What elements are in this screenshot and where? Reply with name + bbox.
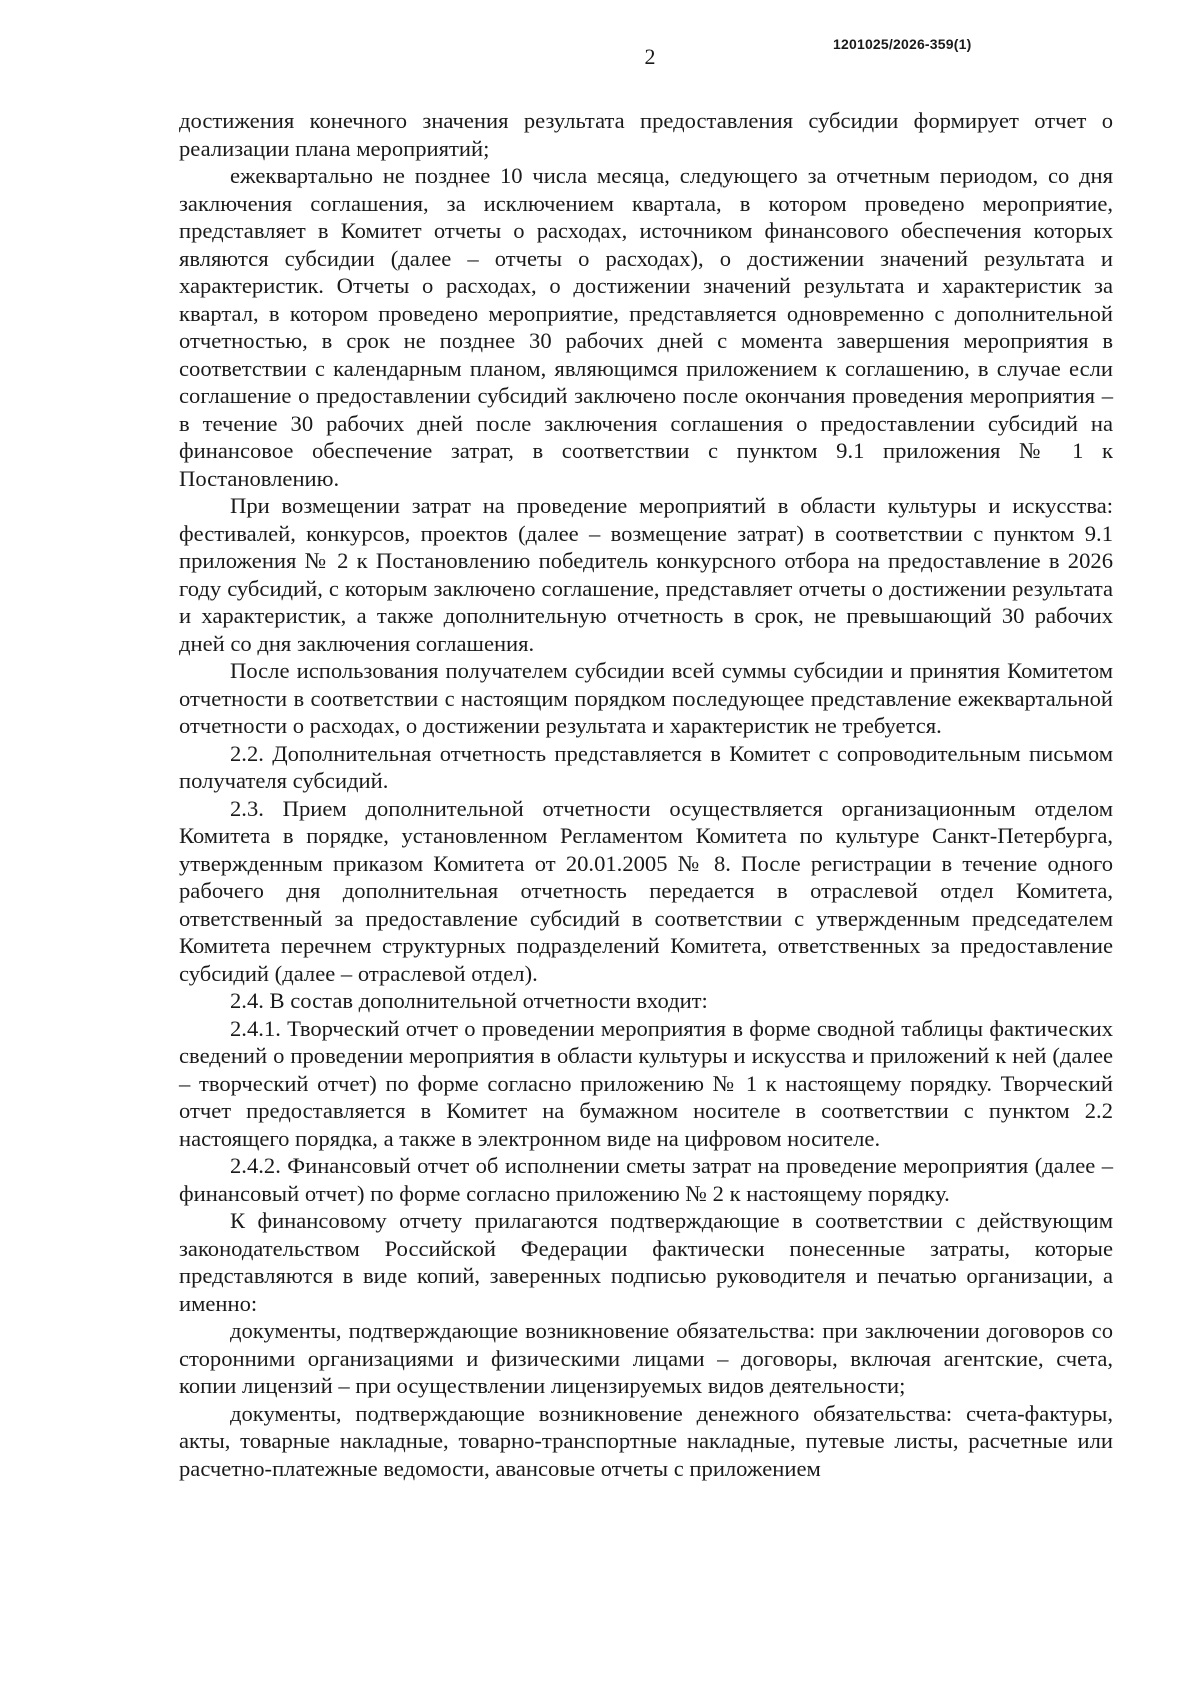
paragraph-continuation: достижения конечного значения результата предоставления субсидии формирует отчет о реализации плана мероприятий; [179, 108, 1113, 161]
paragraph-monetary-obligation-documents: документы, подтверждающие возникновение денежного обязательства: счета-фактуры, акты, товарные накладные, товарно-транспортные накладные, путевые листы, расчетные или расчетно-платежные ведомости, авансовые отчеты с приложением [179, 1400, 1113, 1481]
paragraph-2-4: 2.4. В состав дополнительной отчетности входит: [230, 988, 708, 1013]
document-number: 1201025/2026-359(1) [833, 36, 972, 52]
paragraph-2-4-2: 2.4.2. Финансовый отчет об исполнении сметы затрат на проведение мероприятия (далее – финансовый отчет) по форме согласно приложению № 2 к настоящему порядку. [179, 1153, 1113, 1206]
paragraph-quarterly-reporting: ежеквартально не позднее 10 числа месяца, следующего за отчетным периодом, со дня заключения соглашения, за исключением квартала, в котором проведено мероприятие, представляет в Комитет отчеты о расходах, источником финансового обеспечения которых являются субсидии (далее – отчеты о расходах), о достижении значений результата и характеристик. Отчеты о расходах, о достижении значений результата и характеристик за квартал, в котором проведено мероприятие, представляется одновременно с дополнительной отчетностью, в срок не позднее 30 рабочих дней с момента завершения мероприятия в соответствии с календарным планом, являющимся приложением к соглашению, в случае если соглашение о предоставлении субсидий заключено после окончания проведения мероприятия – в течение 30 рабочих дней после заключения соглашения о предоставлении субсидий на финансовое обеспечение затрат, в соответствии с пунктом 9.1 приложения № 1 к Постановлению. [179, 163, 1113, 491]
paragraph-after-subsidy-use: После использования получателем субсидии всей суммы субсидии и принятия Комитетом отчетности в соответствии с настоящим порядком последующее представление ежеквартальной отчетности о расходах, о достижении результата и характеристик не требуется. [179, 658, 1113, 738]
paragraph-obligation-documents: документы, подтверждающие возникновение обязательства: при заключении договоров со сторонними организациями и физическими лицами – договоры, включая агентские, счета, копии лицензий – при осуществлении лицензируемых видов деятельности; [179, 1318, 1113, 1398]
paragraph-cost-reimbursement: При возмещении затрат на проведение мероприятий в области культуры и искусства: фестивалей, конкурсов, проектов (далее – возмещение затрат) в соответствии с пунктом 9.1 приложения № 2 к Постановлению победитель конкурсного отбора на предоставление в 2026 году субсидий, с которым заключено соглашение, представляет отчеты о достижении результата и характеристик, а также дополнительную отчетность в срок, не превышающий 30 рабочих дней со дня заключения соглашения. [179, 493, 1113, 656]
paragraph-financial-attachments: К финансовому отчету прилагаются подтверждающие в соответствии с действующим законодательством Российской Федерации фактически понесенные затраты, которые представляются в виде копий, заверенных подписью руководителя и печатью организации, а именно: [179, 1208, 1113, 1316]
paragraph-2-3: 2.3. Прием дополнительной отчетности осуществляется организационным отделом Комитета в порядке, установленном Регламентом Комитета по культуре Санкт-Петербурга, утвержденным приказом Комитета от 20.01.2005 № 8. После регистрации в течение одного рабочего дня дополнительная отчетность передается в отраслевой отдел Комитета, ответственный за предоставление субсидий в соответствии с утвержденным председателем Комитета перечнем структурных подразделений Комитета, ответственных за предоставление субсидий (далее – отраслевой отдел). [179, 795, 1113, 986]
paragraph-2-2: 2.2. Дополнительная отчетность представляется в Комитет с сопроводительным письмом получателя субсидий. [179, 740, 1113, 793]
paragraph-2-4-1: 2.4.1. Творческий отчет о проведении мероприятия в форме сводной таблицы фактических сведений о проведении мероприятия в области культуры и искусства и приложений к ней (далее – творческий отчет) по форме согласно приложению № 1 к настоящему порядку. Творческий отчет предоставляется в Комитет на бумажном носителе в соответствии с пунктом 2.2 настоящего порядка, а также в электронном виде на цифровом носителе. [179, 1015, 1113, 1151]
page-number: 2 [644, 44, 656, 69]
document-body [179, 107, 1113, 1482]
